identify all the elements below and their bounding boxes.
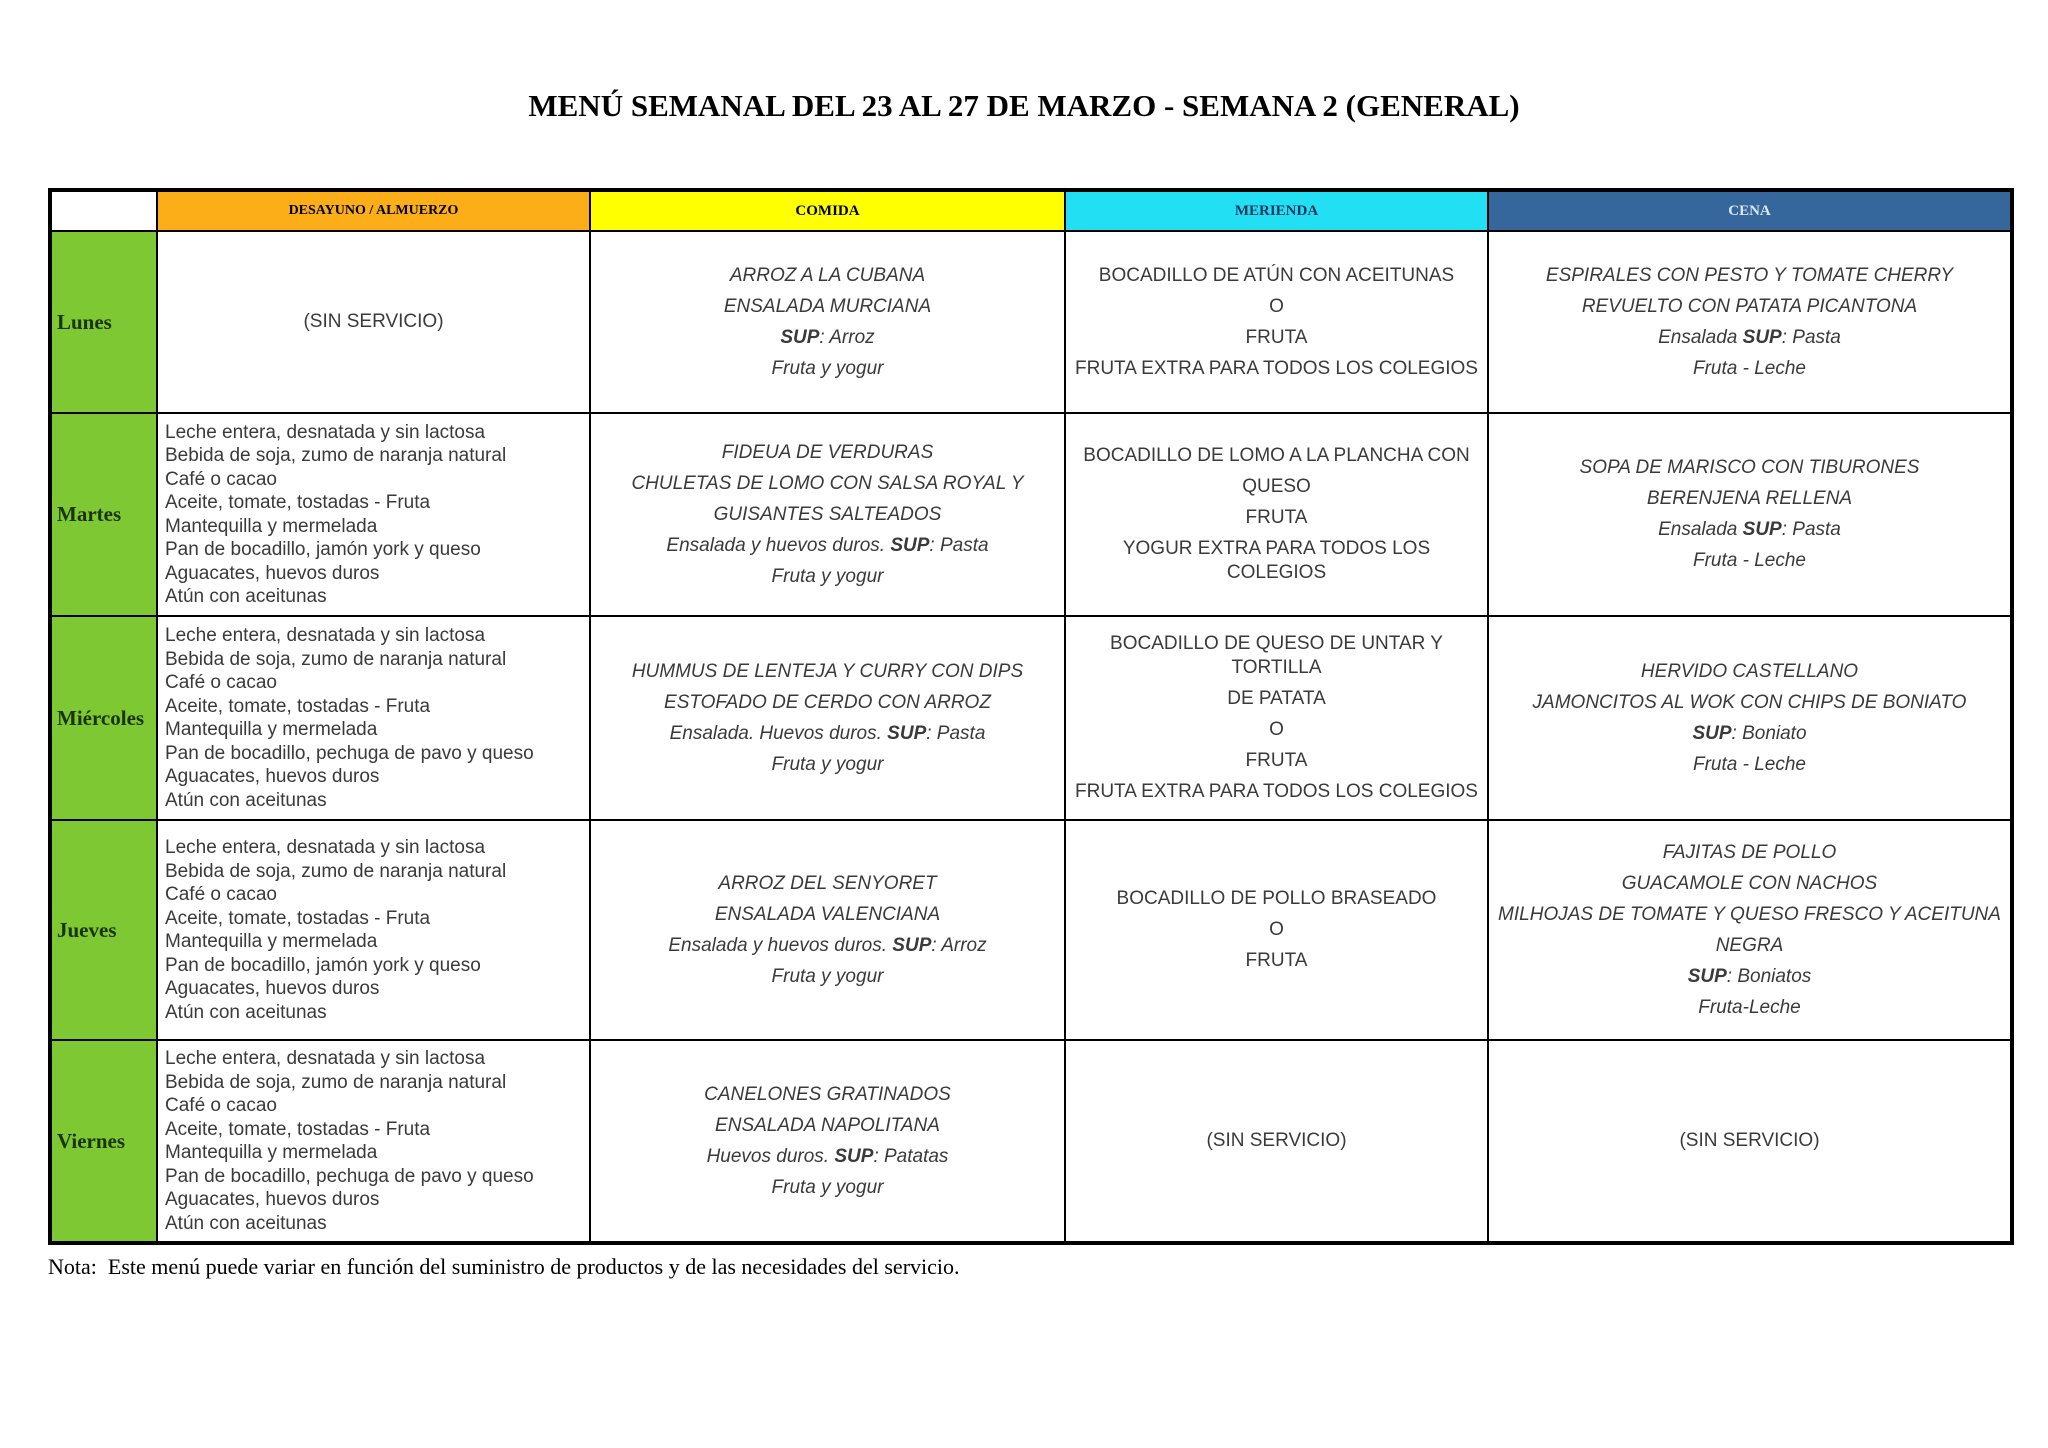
- menu-line: FRUTA: [1245, 507, 1308, 528]
- menu-line: Café o cacao: [165, 1095, 277, 1116]
- menu-line: Aguacates, huevos duros: [165, 1189, 380, 1210]
- menu-line: NEGRA: [1715, 934, 1784, 956]
- day-cell-miércoles: Miércoles: [50, 616, 157, 820]
- column-header-merienda: MERIENDA: [1065, 190, 1488, 231]
- menu-line: JAMONCITOS AL WOK CON CHIPS DE BONIATO: [1532, 691, 1967, 713]
- menu-line: Fruta y yogur: [771, 753, 884, 775]
- menu-line: Ensalada SUP: Pasta: [1658, 519, 1841, 540]
- day-cell-viernes: Viernes: [50, 1040, 157, 1243]
- menu-line: Fruta y yogur: [771, 357, 884, 379]
- menu-line: Ensalada SUP: Pasta: [1658, 326, 1841, 348]
- day-cell-lunes: Lunes: [50, 231, 157, 413]
- menu-table: [48, 188, 2014, 1245]
- menu-line: ARROZ A LA CUBANA: [729, 264, 926, 286]
- menu-line: Fruta y yogur: [771, 965, 884, 987]
- menu-line: SUP: Boniatos: [1687, 965, 1812, 987]
- menu-row-miércoles: [50, 616, 2012, 820]
- menu-line: QUESO: [1242, 476, 1311, 497]
- menu-row-jueves: [50, 820, 2012, 1040]
- column-header-cena: CENA: [1488, 190, 2012, 231]
- day-cell-martes: Martes: [50, 413, 157, 616]
- menu-line: Café o cacao: [165, 468, 277, 490]
- menu-line: (SIN SERVICIO): [1679, 1130, 1820, 1151]
- menu-cell-martes-cena: [1488, 413, 2012, 616]
- menu-line: CANELONES GRATINADOS: [704, 1083, 951, 1105]
- menu-row-martes: [50, 413, 2012, 616]
- menu-line: Leche entera, desnatada y sin lactosa: [165, 421, 486, 443]
- menu-line: BOCADILLO DE QUESO DE UNTAR Y TORTILLA: [1110, 633, 1443, 678]
- menu-line: Mantequilla y mermelada: [165, 931, 378, 952]
- menu-line: SUP: Boniato: [1692, 722, 1807, 744]
- menu-cell-lunes-cena: [1488, 231, 2012, 413]
- menu-line: Café o cacao: [165, 884, 277, 905]
- menu-line: Fruta y yogur: [771, 565, 884, 587]
- menu-line: GUACAMOLE CON NACHOS: [1621, 872, 1878, 894]
- menu-line: BERENJENA RELLENA: [1646, 488, 1853, 509]
- menu-line: Aguacates, huevos duros: [165, 978, 380, 999]
- menu-cell-jueves-comida: [590, 820, 1065, 1040]
- menu-line: FRUTA: [1245, 950, 1308, 971]
- menu-line: Aceite, tomate, tostadas - Fruta: [165, 1118, 431, 1140]
- menu-line: Atún con aceitunas: [165, 789, 327, 811]
- menu-line: ESTOFADO DE CERDO CON ARROZ: [664, 691, 991, 713]
- menu-line: ARROZ DEL SENYORET: [718, 872, 937, 894]
- menu-line: O: [1269, 919, 1284, 940]
- menu-line: REVUELTO CON PATATA PICANTONA: [1581, 295, 1918, 317]
- menu-line: FRUTA EXTRA PARA TODOS LOS COLEGIOS: [1075, 781, 1478, 802]
- menu-line: ENSALADA NAPOLITANA: [715, 1114, 940, 1136]
- menu-line: (SIN SERVICIO): [1206, 1130, 1347, 1151]
- menu-line: FRUTA: [1245, 750, 1308, 771]
- menu-cell-viernes-merienda: [1065, 1040, 1488, 1243]
- menu-line: FRUTA EXTRA PARA TODOS LOS COLEGIOS: [1075, 357, 1478, 379]
- menu-line: Mantequilla y mermelada: [165, 719, 378, 740]
- menu-cell-martes-merienda: [1065, 413, 1488, 616]
- menu-line: Aceite, tomate, tostadas - Fruta: [165, 907, 431, 929]
- menu-cell-martes-desayuno: [157, 413, 590, 616]
- menu-line: (SIN SERVICIO): [303, 311, 444, 333]
- footer-note: Nota: Este menú puede variar en función del suministro de productos y de las necesidades del servicio.: [48, 1254, 960, 1279]
- menu-row-viernes: [50, 1040, 2012, 1243]
- menu-cell-viernes-cena: [1488, 1040, 2012, 1243]
- menu-line: MILHOJAS DE TOMATE Y QUESO FRESCO Y ACEITUNA: [1498, 903, 2001, 925]
- menu-cell-lunes-comida: [590, 231, 1065, 413]
- menu-line: DE PATATA: [1227, 688, 1326, 709]
- menu-line: Aceite, tomate, tostadas - Fruta: [165, 695, 431, 717]
- menu-line: Atún con aceitunas: [165, 1001, 327, 1023]
- menu-line: BOCADILLO DE ATÚN CON ACEITUNAS: [1098, 264, 1455, 286]
- menu-cell-miércoles-desayuno: [157, 616, 590, 820]
- menu-cell-martes-comida: [590, 413, 1065, 616]
- menu-cell-miércoles-comida: [590, 616, 1065, 820]
- menu-line: Huevos duros. SUP: Patatas: [706, 1145, 949, 1167]
- menu-cell-miércoles-cena: [1488, 616, 2012, 820]
- menu-line: FAJITAS DE POLLO: [1662, 841, 1837, 863]
- menu-cell-jueves-desayuno: [157, 820, 590, 1040]
- menu-cell-jueves-cena: [1488, 820, 2012, 1040]
- menu-line: BOCADILLO DE POLLO BRASEADO: [1116, 888, 1437, 909]
- menu-line: Aguacates, huevos duros: [165, 766, 380, 787]
- menu-line: Aceite, tomate, tostadas - Fruta: [165, 492, 431, 513]
- menu-cell-viernes-comida: [590, 1040, 1065, 1243]
- menu-line: Pan de bocadillo, pechuga de pavo y queso: [165, 1165, 534, 1187]
- menu-line: SUP: Arroz: [780, 326, 875, 348]
- menu-line: Aguacates, huevos duros: [165, 562, 380, 584]
- column-header-desayuno: DESAYUNO / ALMUERZO: [157, 190, 590, 231]
- menu-line: Fruta y yogur: [771, 1176, 884, 1198]
- menu-line: HUMMUS DE LENTEJA Y CURRY CON DIPS: [631, 660, 1024, 682]
- menu-cell-viernes-desayuno: [157, 1040, 590, 1243]
- menu-line: Bebida de soja, zumo de naranja natural: [165, 445, 507, 466]
- menu-line: Ensalada. Huevos duros. SUP: Pasta: [669, 722, 986, 744]
- menu-line: Pan de bocadillo, pechuga de pavo y queso: [165, 742, 534, 764]
- menu-line: Atún con aceitunas: [165, 586, 327, 607]
- menu-cell-miércoles-merienda: [1065, 616, 1488, 820]
- menu-line: Café o cacao: [165, 672, 277, 693]
- menu-line: Pan de bocadillo, jamón york y queso: [165, 539, 481, 560]
- menu-line: FRUTA: [1245, 326, 1308, 348]
- column-header-comida: COMIDA: [590, 190, 1065, 231]
- menu-line: Mantequilla y mermelada: [165, 515, 378, 537]
- menu-line: Bebida de soja, zumo de naranja natural: [165, 648, 507, 670]
- menu-line: Leche entera, desnatada y sin lactosa: [165, 1048, 486, 1069]
- menu-line: Fruta - Leche: [1693, 753, 1806, 775]
- menu-cell-lunes-desayuno: [157, 231, 590, 413]
- menu-line: Fruta - Leche: [1693, 550, 1806, 571]
- menu-line: O: [1269, 295, 1284, 317]
- menu-line: Leche entera, desnatada y sin lactosa: [165, 837, 486, 858]
- menu-line: YOGUR EXTRA PARA TODOS LOS COLEGIOS: [1122, 538, 1431, 583]
- menu-line: ENSALADA VALENCIANA: [714, 903, 941, 925]
- menu-line: SOPA DE MARISCO CON TIBURONES: [1579, 457, 1920, 478]
- menu-line: Leche entera, desnatada y sin lactosa: [165, 625, 486, 646]
- menu-line: Atún con aceitunas: [165, 1212, 327, 1234]
- menu-line: Bebida de soja, zumo de naranja natural: [165, 1071, 507, 1093]
- day-cell-jueves: Jueves: [50, 820, 157, 1040]
- menu-cell-lunes-merienda: [1065, 231, 1488, 413]
- menu-line: Ensalada y huevos duros. SUP: Arroz: [668, 934, 987, 956]
- page-title: MENÚ SEMANAL DEL 23 AL 27 DE MARZO - SEMANA 2 (GENERAL): [528, 88, 1520, 123]
- menu-cell-jueves-merienda: [1065, 820, 1488, 1040]
- menu-line: Fruta - Leche: [1693, 357, 1806, 379]
- menu-line: Mantequilla y mermelada: [165, 1142, 378, 1163]
- menu-line: Pan de bocadillo, jamón york y queso: [165, 954, 481, 976]
- header-row: [50, 190, 2012, 231]
- corner-cell: [50, 190, 157, 231]
- menu-line: ESPIRALES CON PESTO Y TOMATE CHERRY: [1545, 264, 1954, 286]
- menu-line: Bebida de soja, zumo de naranja natural: [165, 860, 507, 882]
- menu-line: O: [1269, 719, 1284, 740]
- menu-line: GUISANTES SALTEADOS: [713, 503, 942, 525]
- menu-line: CHULETAS DE LOMO CON SALSA ROYAL Y: [631, 472, 1024, 494]
- menu-line: HERVIDO CASTELLANO: [1640, 660, 1859, 682]
- menu-line: FIDEUA DE VERDURAS: [721, 441, 934, 463]
- menu-line: BOCADILLO DE LOMO A LA PLANCHA CON: [1083, 445, 1470, 466]
- menu-row-lunes: [50, 231, 2012, 413]
- menu-line: ENSALADA MURCIANA: [723, 295, 932, 317]
- menu-line: Fruta-Leche: [1698, 996, 1801, 1018]
- menu-line: Ensalada y huevos duros. SUP: Pasta: [666, 534, 989, 556]
